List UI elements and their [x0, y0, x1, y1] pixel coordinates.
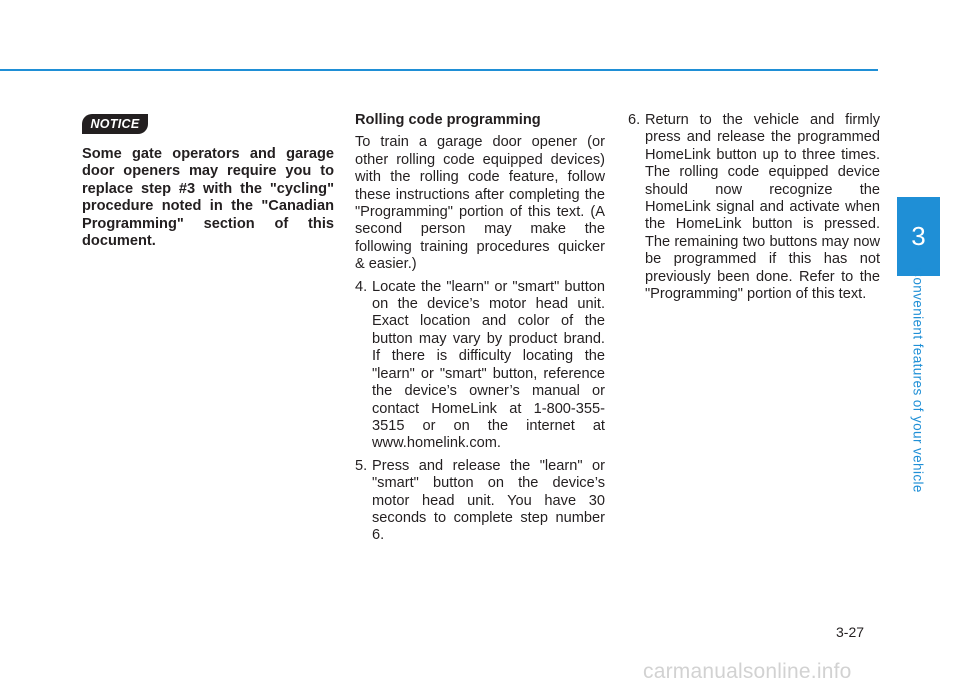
intro-paragraph: To train a garage door opener (or other rolling code equipped devices) with the rolling code feature, follow these instructions after completing the "Programming" portion of this text. (A second person may make the following training procedures quicker & easier.) [355, 134, 605, 273]
rolling-code-column [355, 112, 605, 545]
notice-column [82, 146, 334, 250]
notice-badge: NOTICE [82, 114, 148, 134]
page-number: 3-27 [836, 624, 865, 640]
step-number: 5. [355, 457, 368, 474]
step-number: 6. [628, 112, 641, 128]
chapter-tab: 3 [897, 197, 940, 276]
list-item-step-4 [355, 279, 605, 453]
notice-text: Some gate operators and garage door openers may require you to replace step #3 with the "cycling" procedure noted in the "Canadian Programming" section of this document. [82, 146, 334, 250]
step-text: Return to the vehicle and firmly press and release the programmed HomeLink button up to three times. The rolling code equipped device should now recognize the HomeLink signal and activate when the HomeLink button is pressed. The remaining two buttons may now be programmed if this has not previously been done. Refer to the "Programming" portion of this text. [645, 112, 880, 303]
watermark: carmanualsonline.info [643, 660, 852, 683]
list-item-step-5 [355, 458, 605, 545]
step-text: Locate the "learn" or "smart" button on the device’s motor head unit. Exact location and color of the button may vary by product brand. If there is difficulty locating the "learn" or "smart" button, reference the device’s owner’s manual or contact HomeLink at 1-800-355-3515 or on the internet at www.homelink.com. [372, 278, 605, 452]
list-item-step-6 [628, 112, 880, 303]
step-6-column [628, 112, 880, 303]
step-text: Press and release the "learn" or "smart" button on the device’s motor head unit. You have 30 seconds to complete step number 6. [372, 457, 605, 544]
step-number: 4. [355, 278, 368, 295]
header-rule [0, 69, 878, 71]
chapter-title: Convenient features of your vehicle [910, 267, 926, 493]
section-heading: Rolling code programming [355, 112, 541, 128]
